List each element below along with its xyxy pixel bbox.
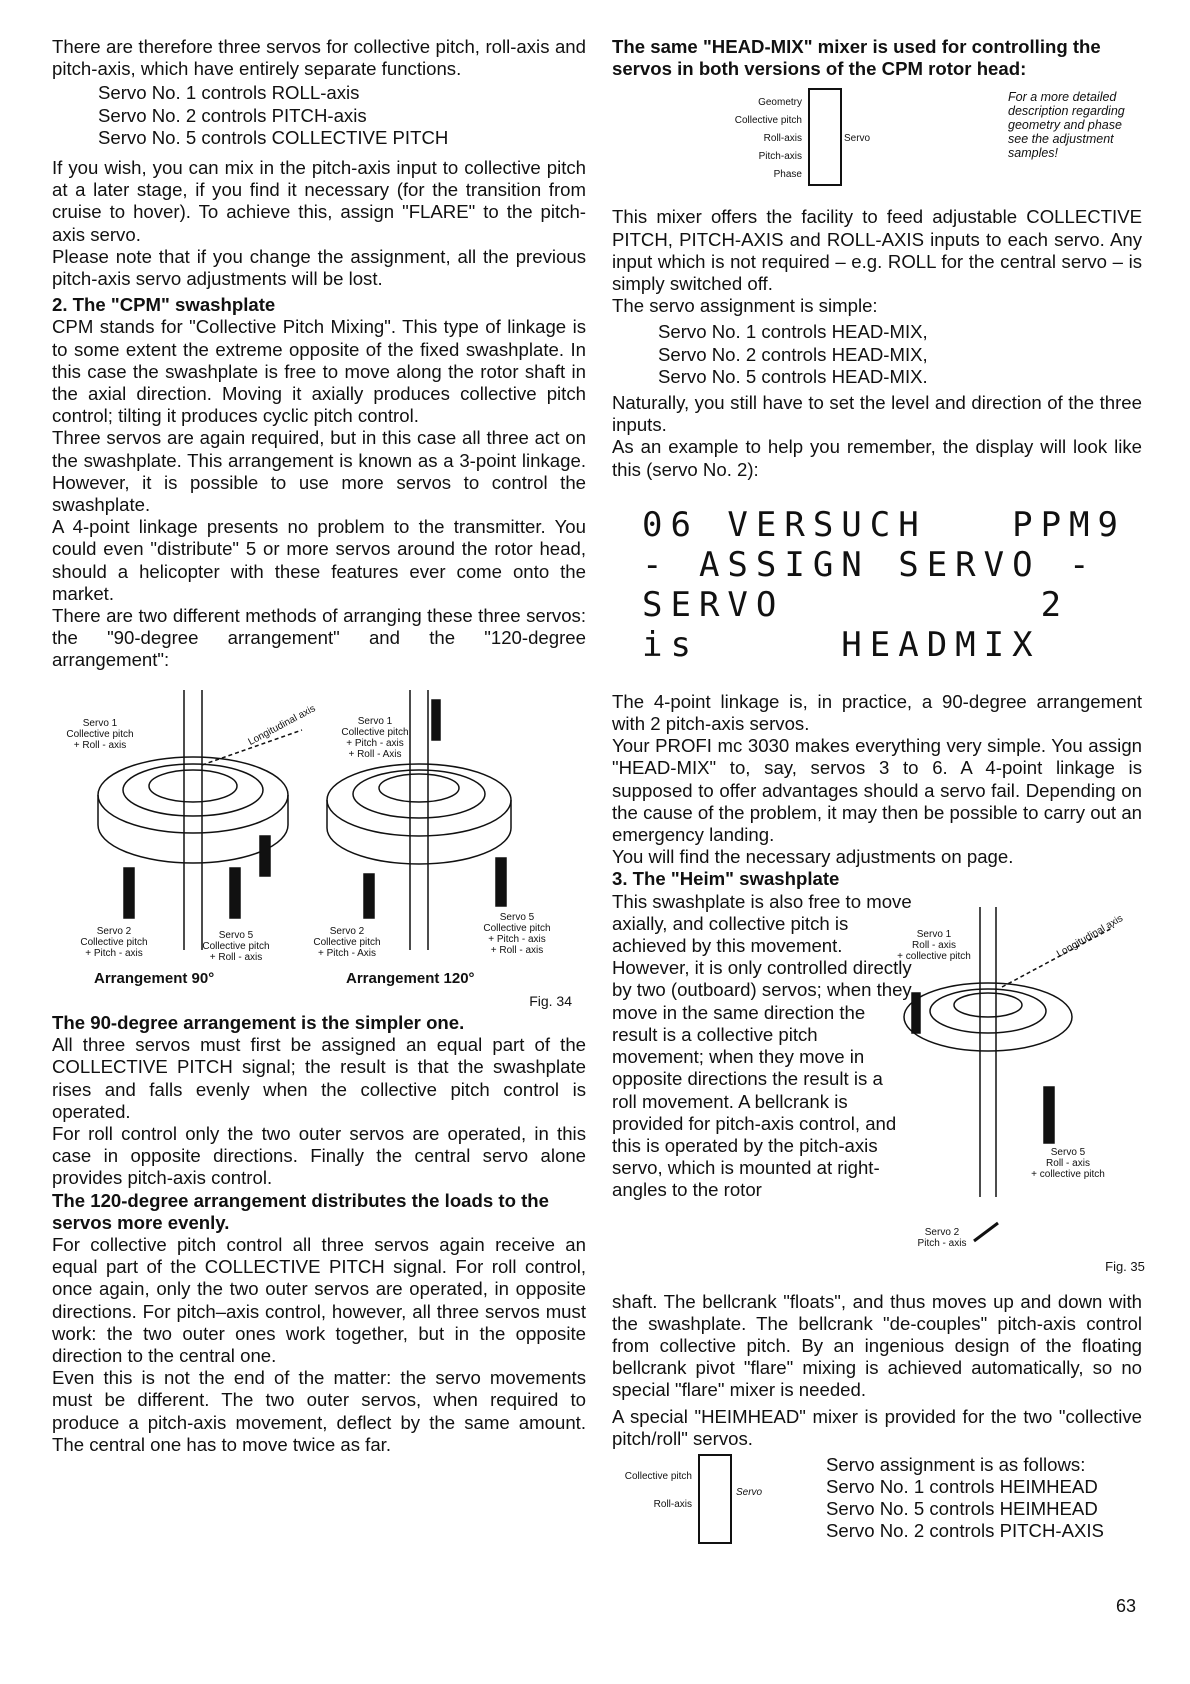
- list-item: Servo No. 2 controls PITCH-AXIS: [826, 1520, 1104, 1542]
- figure-34-caption: Fig. 34: [529, 992, 572, 1009]
- lcd-line: SERVO 2: [642, 584, 1070, 625]
- left-column: [52, 36, 586, 1456]
- paragraph: The 4-point linkage is, in practice, a 90-degree arrangement with 2 pitch-axis servos.: [612, 690, 1142, 735]
- fig35-servo1: Servo 1 Roll - axis + collective pitch: [897, 928, 971, 962]
- list-item: Servo No. 1 controls HEAD-MIX,: [658, 321, 928, 343]
- paragraph: If you wish, you can mix in the pitch-axis input to collective pitch at a later stage, if you find it necessary (for the transition from cruise to hover). To achieve this, assign "FLARE" to the pitch-axis servo.: [52, 157, 586, 245]
- heim-section: [612, 890, 1145, 1291]
- heimmix-input-label: Roll-axis: [653, 1499, 692, 1511]
- heimmix-output-label: Servo: [736, 1487, 763, 1499]
- list-item: Servo No. 5 controls COLLECTIVE PITCH: [98, 126, 449, 148]
- paragraph: Three servos are again required, but in this case all three act on the swashplate. This arrangement is known as a 3-point linkage. However, it is possible to use more servos to control the swashplate.: [52, 427, 586, 516]
- lcd-line: 06 VERSUCH PPM9: [642, 504, 1126, 545]
- paragraph: Naturally, you still have to set the level and direction of the three inputs.: [612, 392, 1142, 436]
- headmix-heading: The same "HEAD-MIX" mixer is used for controlling the servos in both versions of the CPM rotor head:: [612, 36, 1101, 80]
- headmix-diagram: [612, 86, 1142, 196]
- mixer-input-label: Phase: [773, 169, 802, 181]
- assign-title: Servo assignment is as follows:: [826, 1454, 1086, 1476]
- list-item: Servo No. 2 controls HEAD-MIX,: [658, 343, 928, 365]
- heading-90: The 90-degree arrangement is the simpler one.: [52, 1011, 465, 1033]
- arrangement-90-label: Arrangement 90°: [94, 969, 215, 987]
- fig35-servo5: Servo 5 Roll - axis + collective pitch: [1031, 1146, 1105, 1180]
- paragraph: Even this is not the end of the matter: the servo movements must be different. The two outer servos, when required to produce a pitch-axis movement, deflect by the same amount. The central one has to move twice as far.: [52, 1367, 586, 1455]
- paragraph: Your PROFI mc 3030 makes everything very simple. You assign "HEAD-MIX" to, say, servos 3 to 6. A 4-point linkage is supposed to offer advantages should a servo fail. Depending on the cause of the problem, it may then be possible to carry out an emergency landing.: [612, 735, 1142, 846]
- heimhead-diagram: [612, 1454, 1142, 1554]
- fig35-servo2: Servo 2 Pitch - axis: [917, 1226, 967, 1249]
- list-item: Servo No. 2 controls PITCH-axis: [98, 104, 367, 126]
- fig35-caption: Fig. 35: [1105, 1258, 1145, 1274]
- heim-paragraph: This swashplate is also free to move axially, and collective pitch is achieved by this movement. However, it is only controlled directly by two (outboard) servos; when they move in the same direction the result is a collective pitch movement; when they move in opposite directions the result is a roll movement. A bellcrank is provided for pitch-axis control, and this is operated by the pitch-axis servo, which is mounted at right-angles to the rotor: [612, 890, 912, 1201]
- label-a-servo1: Servo 1 Collective pitch + Roll - axis: [66, 717, 134, 751]
- mixer-input-label: Geometry: [758, 97, 802, 109]
- figure-35: [894, 897, 1150, 1287]
- paragraph: All three servos must first be assigned an equal part of the COLLECTIVE PITCH signal; the result is that the swashplate rises and falls evenly when the collective pitch control is operated.: [52, 1034, 586, 1122]
- paragraph: A special "HEIMHEAD" mixer is provided for the two "collective pitch/roll" servos.: [612, 1405, 1142, 1449]
- paragraph: You will find the necessary adjustments on page.: [612, 846, 1014, 868]
- heim-heading: 3. The "Heim" swashplate: [612, 868, 840, 890]
- heading-120: The 120-degree arrangement distributes the loads to the servos more evenly.: [52, 1189, 549, 1233]
- heimmix-input-label: Collective pitch: [624, 1471, 692, 1483]
- paragraph: Please note that if you change the assignment, all the previous pitch-axis servo adjustments will be lost.: [52, 245, 586, 290]
- arrangement-120-label: Arrangement 120°: [346, 969, 475, 987]
- mixer-box: [808, 88, 842, 186]
- label-b-servo5: Servo 5 Collective pitch + Pitch - axis + Roll - axis: [483, 911, 551, 956]
- servo-assignment: [826, 1454, 1104, 1542]
- mixer-input-label: Roll-axis: [763, 133, 802, 145]
- paragraph: There are two different methods of arranging these three servos: the "90-degree arrangement" and the "120-degree arrangement":: [52, 605, 586, 671]
- mixer-note: For a more detailed description regarding geometry and phase see the adjustment samples!: [1008, 90, 1125, 161]
- list-item: Servo No. 5 controls HEAD-MIX.: [658, 365, 928, 387]
- servo-list-2: [658, 321, 1142, 388]
- label-b-servo1: Servo 1 Collective pitch + Pitch - axis + Roll - Axis: [341, 715, 409, 760]
- intro-paragraph: There are therefore three servos for collective pitch, roll-axis and pitch-axis, which have entirely separate functions.: [52, 36, 586, 80]
- mixer-input-label: Pitch-axis: [758, 151, 802, 163]
- paragraph: CPM stands for "Collective Pitch Mixing". This type of linkage is to some extent the extreme opposite of the fixed swashplate. In this case the swashplate is free to move along the rotor shaft in the axial direction. Moving it axially produces collective pitch control; tilting it produces cyclic pitch control.: [52, 316, 586, 427]
- cpm-heading: 2. The "CPM" swashplate: [52, 294, 276, 316]
- list-item: Servo No. 1 controls ROLL-axis: [98, 82, 360, 104]
- paragraph: As an example to help you remember, the display will look like this (servo No. 2):: [612, 436, 1142, 480]
- heimmix-box: [698, 1454, 732, 1544]
- paragraph: shaft. The bellcrank "floats", and thus moves up and down with the swashplate. The bellcrank "de-couples" pitch-axis control from collective pitch. By an ingenious design of the floating bellcrank pivot "flare" mixing is achieved automatically, so no special "flare" mixer is needed.: [612, 1290, 1142, 1401]
- label-b-servo2: Servo 2 Collective pitch + Pitch - Axis: [313, 925, 381, 959]
- lcd-line: is HEADMIX: [642, 624, 1041, 665]
- paragraph: For collective pitch control all three servos again receive an equal part of the COLLECTIVE PITCH signal. For roll control, once again, only the two outer servos are operated, in opposite directions. For pitch–axis control, however, all three servos must work: the two outer ones work together, but in the opposite direction to the central one.: [52, 1233, 586, 1366]
- mixer-input-label: Collective pitch: [734, 115, 802, 127]
- paragraph: This mixer offers the facility to feed adjustable COLLECTIVE PITCH, PITCH-AXIS and ROLL-AXIS inputs to each servo. Any input which is not required – e.g. ROLL for the central servo – is simply switched off.: [612, 206, 1142, 295]
- list-item: Servo No. 1 controls HEIMHEAD: [826, 1476, 1098, 1498]
- label-a-servo5: Servo 5 Collective pitch + Roll - axis: [202, 929, 270, 963]
- fig35-longitudinal: Longitudinal axis: [1054, 912, 1126, 960]
- paragraph: A 4-point linkage presents no problem to the transmitter. You could even "distribute" 5 or more servos around the rotor head, should a helicopter with these features ever come onto the market.: [52, 516, 586, 604]
- list-item: Servo No. 5 controls HEIMHEAD: [826, 1498, 1098, 1520]
- mixer-output-label: Servo: [844, 133, 871, 145]
- paragraph: For roll control only the two outer servos are operated, in this case in opposite directions. Finally the central servo alone provides pitch-axis control.: [52, 1122, 586, 1189]
- lcd-display: [642, 505, 1142, 665]
- figure-34: [52, 690, 586, 990]
- label-a-servo2: Servo 2 Collective pitch + Pitch - axis: [80, 925, 148, 959]
- page-number: 63: [1116, 1596, 1137, 1616]
- lcd-line: - ASSIGN SERVO -: [642, 544, 1098, 585]
- paragraph: The servo assignment is simple:: [612, 295, 878, 317]
- label-longitudinal-a: Longitudinal axis: [246, 702, 318, 748]
- right-column: [612, 36, 1145, 1554]
- servo-list-1: [98, 82, 586, 149]
